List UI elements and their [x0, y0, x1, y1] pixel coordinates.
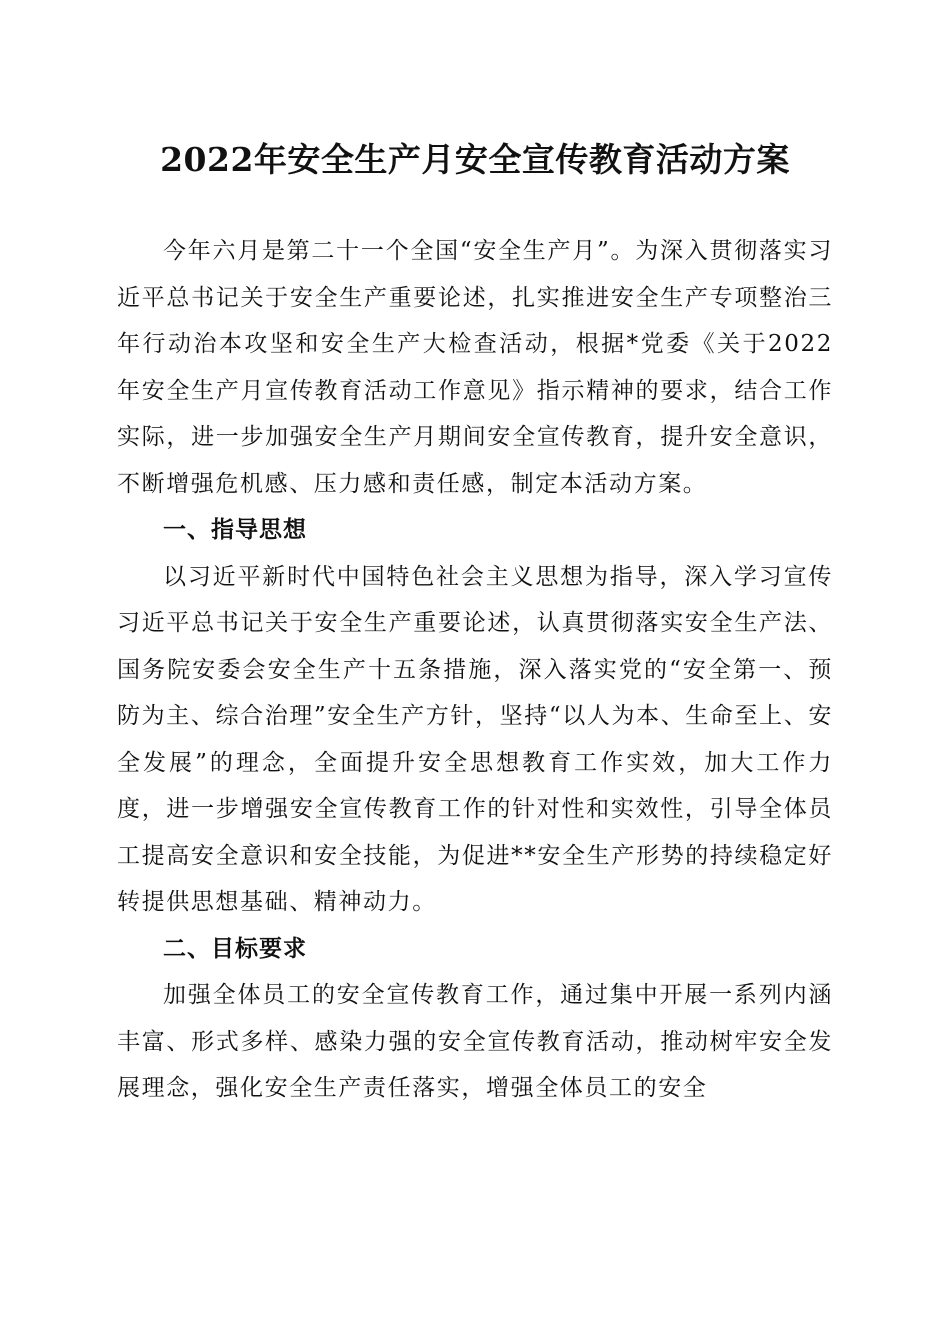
document-body: [117, 228, 833, 1112]
section-heading-goals: 二、目标要求: [163, 935, 307, 962]
goals-paragraph: 加强全体员工的安全宣传教育工作，通过集中开展一系列内涵丰富、形式多样、感染力强的安全宣传教育活动，推动树牢安全发展理念，强化安全生产责任落实，增强全体员工的安全: [117, 982, 833, 1101]
guiding-ideology-paragraph: 以习近平新时代中国特色社会主义思想为指导，深入学习宣传习近平总书记关于安全生产重要论述，认真贯彻落实安全生产法、国务院安委会安全生产十五条措施，深入落实党的“安全第一、预防为主、综合治理”安全生产方针，坚持“以人为本、生命至上、安全发展”的理念，全面提升安全思想教育工作实效，加大工作力度，进一步增强安全宣传教育工作的针对性和实效性，引导全体员工提高安全意识和安全技能，为促进**安全生产形势的持续稳定好转提供思想基础、精神动力。: [117, 563, 833, 915]
document-title: 2022年安全生产月安全宣传教育活动方案: [160, 140, 790, 179]
section-heading-guiding-ideology: 一、指导思想: [163, 517, 307, 543]
intro-paragraph: 今年六月是第二十一个全国“安全生产月”。为深入贯彻落实习近平总书记关于安全生产重要论述，扎实推进安全生产专项整治三年行动治本攻坚和安全生产大检查活动，根据*党委《关于2022年安全生产月宣传教育活动工作意见》指示精神的要求，结合工作实际，进一步加强安全生产月期间安全宣传教育，提升安全意识，不断增强危机感、压力感和责任感，制定本活动方案。: [117, 238, 833, 497]
